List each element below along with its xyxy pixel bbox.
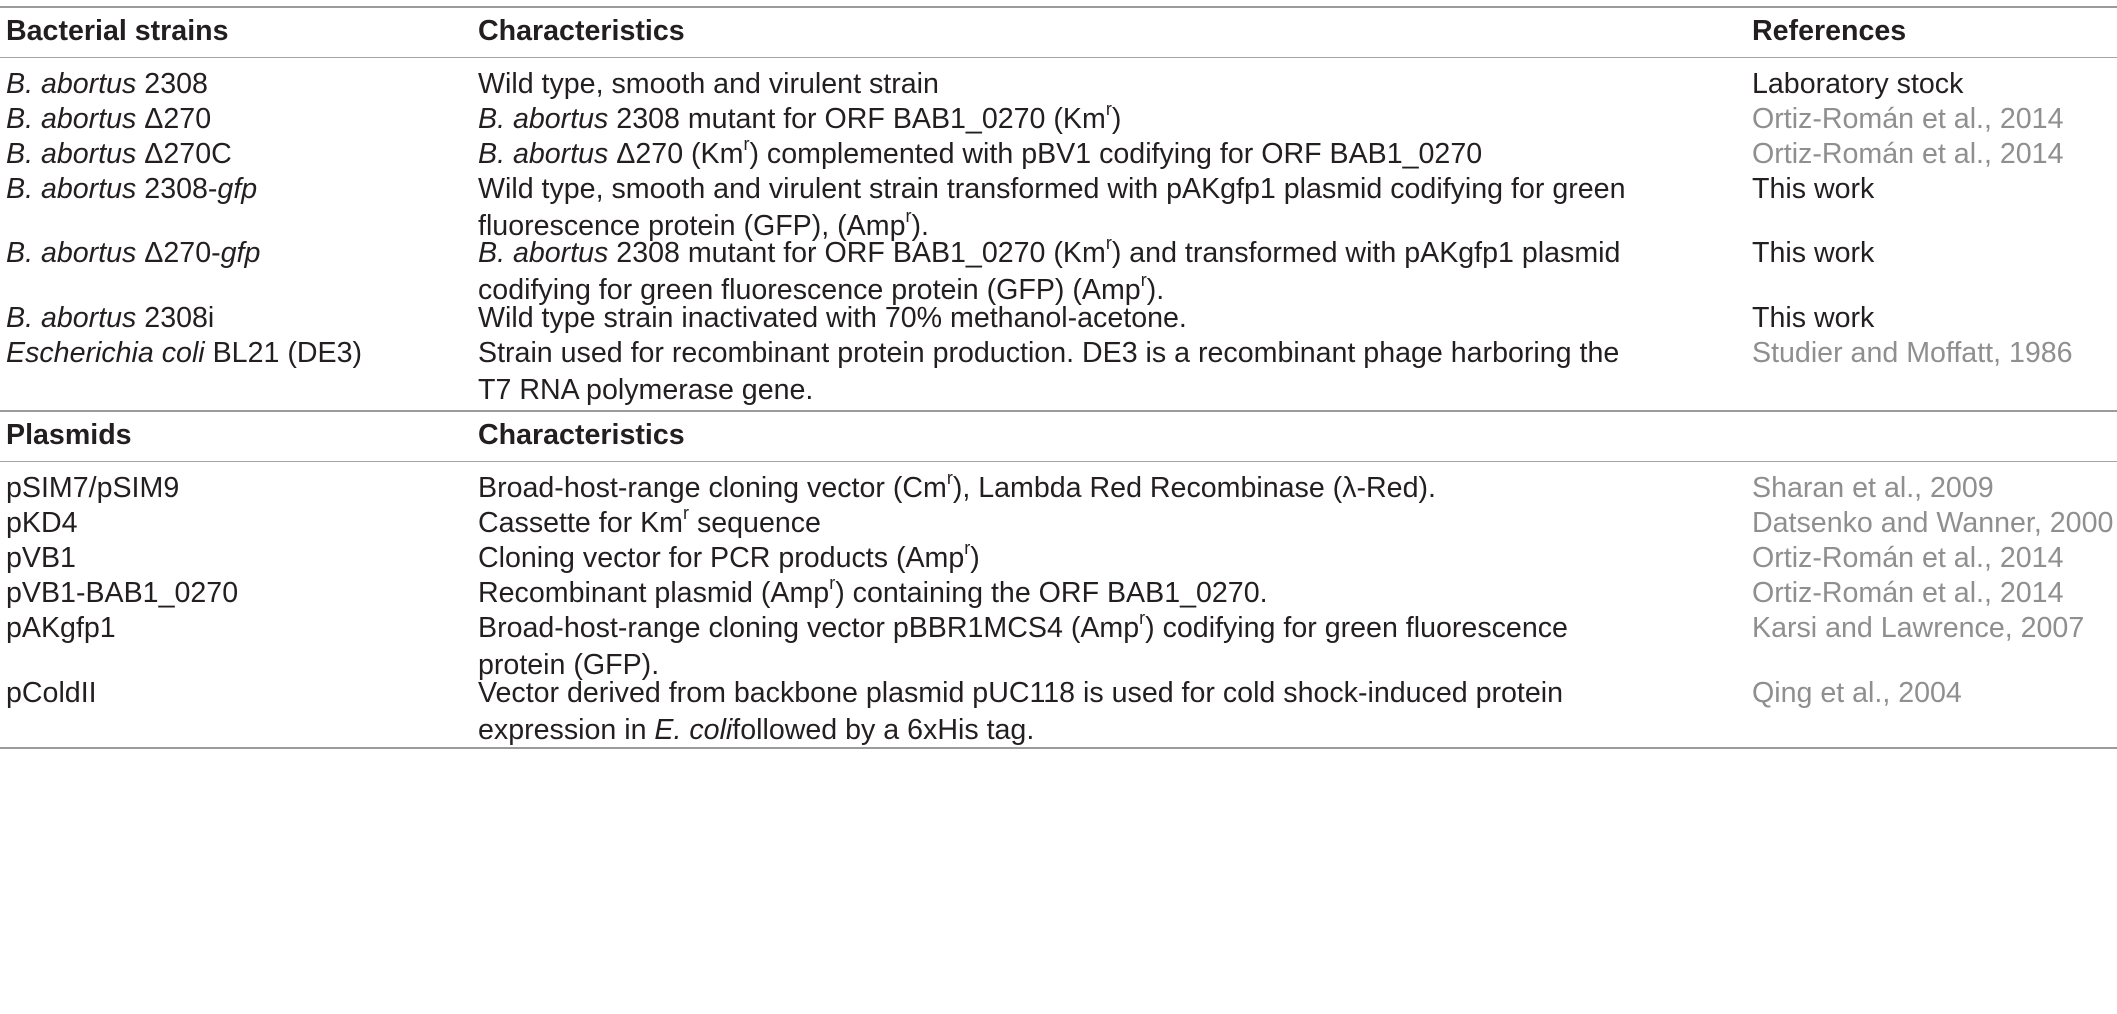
text-run: Cloning vector for PCR products (Amp [478,542,965,574]
superscript: r [946,468,953,489]
header-references: References [1752,15,1907,47]
italic-text: B. abortus [478,237,609,269]
strain-designation: 2308i [136,302,215,334]
plasmid-reference[interactable]: Ortiz-Román et al., 2014 [1752,542,2064,574]
text-run: ) [1111,103,1122,135]
text-run: ). [911,210,929,242]
superscript: r [1140,270,1147,291]
strain-marker: gfp [217,173,258,205]
plasmid-name: pSIM7/pSIM9 [6,472,180,504]
text-run: codifying for green fluorescence protein (GFP) (Amp [478,274,1141,306]
text-run: expression in [478,714,655,746]
text-run: ) [970,542,980,574]
plasmid-characteristics [478,671,1768,745]
strain-genus-species: B. abortus [6,173,137,205]
text-run: fluorescence protein (GFP), (Amp [478,210,906,242]
strain-genus-species: B. abortus [6,302,137,334]
strain-name [6,167,257,211]
text-run: followed by a 6xHis tag. [732,714,1035,746]
plasmid-name: pColdII [6,677,97,709]
plasmid-characteristics [478,606,1768,680]
strain-designation: Δ270 [136,103,212,135]
text-run: Δ270 (Km [608,138,744,170]
plasmid-reference[interactable]: Karsi and Lawrence, 2007 [1752,612,2085,644]
plasmid-reference[interactable]: Ortiz-Román et al., 2014 [1752,577,2064,609]
header-characteristics: Characteristics [478,15,685,47]
plasmid-reference[interactable]: Datsenko and Wanner, 2000 [1752,507,2114,539]
header-plasmids: Plasmids [6,419,132,451]
characteristics-line [478,715,1768,745]
italic-text: B. abortus [478,103,609,135]
characteristics-line [478,231,1768,275]
superscript: r [1139,608,1146,629]
text-run: ) containing the ORF BAB1_0270. [835,577,1268,609]
strain-reference[interactable]: Studier and Moffatt, 1986 [1752,337,2073,369]
plasmid-name: pVB1 [6,542,76,574]
text-run: protein (GFP). [478,649,660,681]
strain-reference: This work [1752,237,1875,269]
superscript: r [1105,233,1112,254]
text-run: Cassette for Km [478,507,683,539]
characteristics-line [478,671,1768,715]
strain-reference: This work [1752,173,1875,205]
strain-reference: Laboratory stock [1752,68,1964,100]
strain-characteristics [478,167,1768,241]
table-bottom-rule [0,747,2117,749]
text-run: Wild type, smooth and virulent strain [478,68,939,100]
superscript: r [1105,99,1112,120]
italic-text: E. coli [654,714,733,746]
text-run: Broad-host-range cloning vector (Cm [478,472,947,504]
text-run: Vector derived from backbone plasmid pUC118 is used for cold shock-induced protein [478,677,1564,709]
plasmid-reference[interactable]: Sharan et al., 2009 [1752,472,1994,504]
strain-reference[interactable]: Ortiz-Román et al., 2014 [1752,138,2064,170]
characteristics-line [478,331,1768,375]
strain-characteristics [478,231,1768,305]
strain-genus-species: B. abortus [6,103,137,135]
header-rule [0,57,2117,58]
text-run: Recombinant plasmid (Amp [478,577,830,609]
strain-genus-species: B. abortus [6,237,137,269]
section-divider-rule [0,410,2117,412]
italic-text: B. abortus [478,138,609,170]
strain-name [6,231,260,275]
strain-genus-species: Escherichia coli [6,337,205,369]
plasmid-name: pVB1-BAB1_0270 [6,577,239,609]
plasmid-name: pKD4 [6,507,78,539]
text-run: ) codifying for green fluorescence [1145,612,1568,644]
text-run: sequence [689,507,821,539]
strain-reference[interactable]: Ortiz-Román et al., 2014 [1752,103,2064,135]
header-bacterial-strains: Bacterial strains [6,15,229,47]
characteristics-line [478,167,1768,211]
strain-designation: Δ270C [136,138,232,170]
text-run: Strain used for recombinant protein production. DE3 is a recombinant phage harboring the [478,337,1620,369]
strain-characteristics [478,331,1768,405]
strain-marker: gfp [220,237,261,269]
table-top-rule [0,6,2117,8]
text-run: Broad-host-range cloning vector pBBR1MCS4 (Amp [478,612,1140,644]
text-run: ). [1146,274,1165,306]
superscript: r [964,538,971,559]
characteristics-line [478,375,1768,405]
plasmids-header-rule [0,461,2117,462]
superscript: r [683,503,689,524]
strain-designation: 2308- [136,173,218,205]
header-plasmid-characteristics: Characteristics [478,419,685,451]
text-run: ) complemented with pBV1 codifying for ORF BAB1_0270 [749,138,1483,170]
plasmid-name: pAKgfp1 [6,612,116,644]
text-run: 2308 mutant for ORF BAB1_0270 (Km [608,237,1106,269]
superscript: r [829,573,836,594]
strain-genus-species: B. abortus [6,138,137,170]
text-run: ), Lambda Red Recombinase (λ-Red). [952,472,1436,504]
text-run: ) and transformed with pAKgfp1 plasmid [1111,237,1621,269]
strain-genus-species: B. abortus [6,68,137,100]
strain-designation: Δ270- [136,237,221,269]
text-run: Wild type, smooth and virulent strain transformed with pAKgfp1 plasmid codifying for green [478,173,1626,205]
strain-reference: This work [1752,302,1875,334]
characteristics-line [478,606,1768,650]
strain-name [6,331,362,375]
strain-designation: BL21 (DE3) [204,337,362,369]
superscript: r [905,206,912,227]
strain-designation: 2308 [136,68,208,100]
plasmid-reference[interactable]: Qing et al., 2004 [1752,677,1962,709]
superscript: r [743,134,750,155]
text-run: Wild type strain inactivated with 70% methanol-acetone. [478,302,1187,334]
text-run: 2308 mutant for ORF BAB1_0270 (Km [608,103,1106,135]
text-run: T7 RNA polymerase gene. [478,374,814,406]
